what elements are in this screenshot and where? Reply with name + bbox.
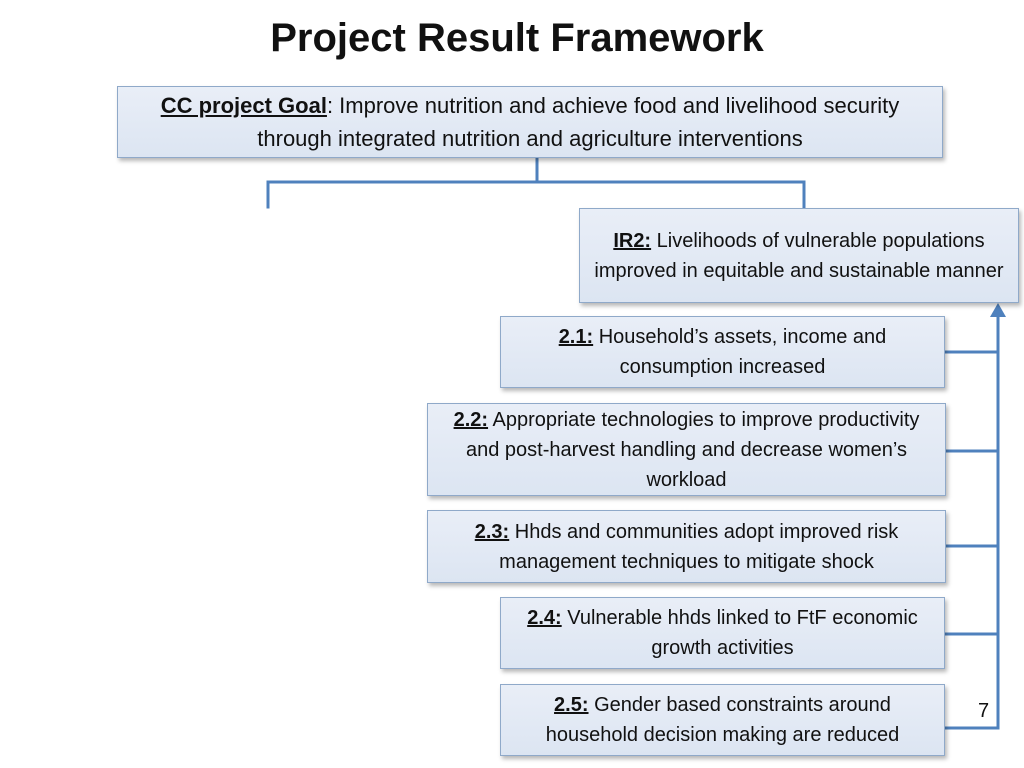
result-lead: 2.4:	[527, 607, 562, 629]
result-lead: 2.5:	[554, 694, 589, 716]
result-text: Vulnerable hhds linked to FtF economic growth activities	[561, 607, 918, 659]
ir2-lead: IR2:	[613, 229, 652, 252]
ir2-text: Livelihoods of vulnerable populations improved in equitable and sustainable manner	[594, 229, 1004, 282]
result-box-2-2	[427, 403, 946, 496]
goal-box	[117, 86, 943, 158]
result-lead: 2.1:	[558, 326, 594, 348]
goal-separator: :	[326, 93, 334, 118]
page-number: 7	[978, 700, 990, 722]
goal-lead: CC project Goal	[160, 93, 327, 118]
result-box-2-5	[500, 684, 945, 756]
result-box-2-1	[500, 316, 945, 388]
result-box-2-4	[500, 597, 945, 669]
result-box-2-3	[427, 510, 946, 583]
result-text: Appropriate technologies to improve productivity and post-harvest handling and decrease women’s workload	[465, 408, 920, 491]
ir2-box	[579, 208, 1019, 303]
result-text: Household’s assets, income and consumption increased	[593, 326, 887, 378]
result-text: Hhds and communities adopt improved risk management techniques to mitigate shock	[499, 520, 899, 573]
goal-text: Improve nutrition and achieve food and livelihood security through integrated nutrition and agriculture interventions	[257, 93, 900, 151]
result-lead: 2.3:	[474, 520, 510, 543]
slide-title: Project Result Framework	[270, 16, 764, 60]
up-arrowhead	[990, 303, 1006, 317]
result-text: Gender based constraints around household decision making are reduced	[545, 694, 900, 746]
result-lead: 2.2:	[453, 408, 489, 431]
